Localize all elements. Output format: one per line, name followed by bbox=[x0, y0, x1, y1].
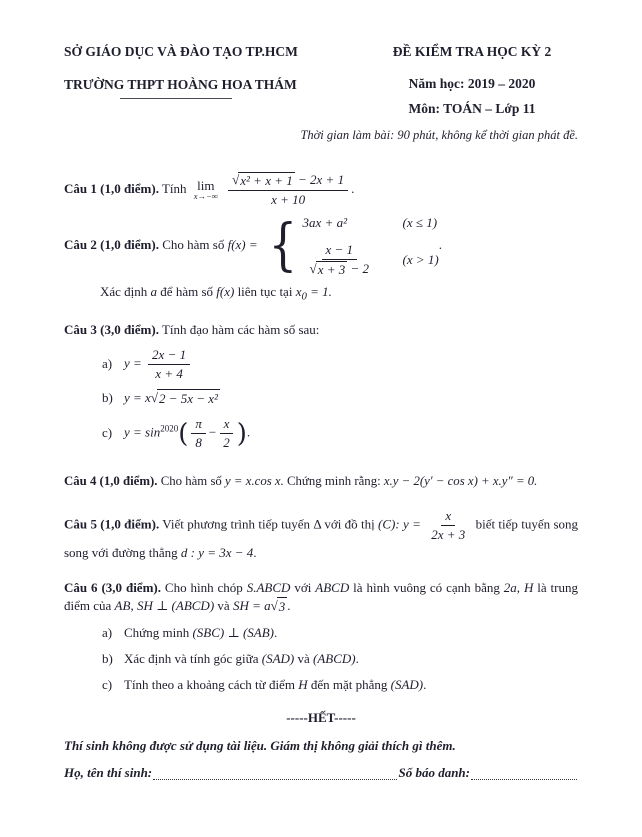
text-segment: là hình vuông có cạnh bằng bbox=[353, 579, 500, 595]
q2-fraction bbox=[306, 242, 373, 279]
q1-numerator bbox=[228, 172, 348, 191]
math-segment: (ABCD) bbox=[313, 651, 356, 667]
x-over-2 bbox=[219, 416, 234, 452]
radical bbox=[270, 597, 291, 617]
radicand: 2 − 5x − x² bbox=[157, 389, 220, 409]
text-segment: Tính theo a khoảng cách từ điểm bbox=[124, 676, 295, 692]
question-1-label: Câu 1 (1,0 điểm). bbox=[64, 181, 159, 197]
denominator: 2x + 3 bbox=[431, 527, 466, 543]
radicand: x² + x + 1 bbox=[240, 172, 293, 188]
text-segment: và bbox=[217, 598, 230, 614]
case-2-expression bbox=[303, 242, 395, 279]
radicand: x + 3 bbox=[317, 262, 346, 278]
question-2-note bbox=[100, 283, 578, 305]
right-paren: ) bbox=[236, 418, 247, 449]
case-1-expression: 3ax + a² bbox=[302, 215, 347, 231]
math-segment: H bbox=[298, 676, 308, 692]
q5-fraction bbox=[427, 508, 469, 544]
question-6-label: Câu 6 (3,0 điểm). bbox=[64, 579, 161, 595]
text-segment: và bbox=[297, 651, 310, 667]
sentence-period: . bbox=[351, 181, 355, 197]
dotted-line bbox=[153, 779, 397, 780]
question-3b bbox=[102, 389, 578, 409]
dotted-line bbox=[471, 779, 577, 780]
left-brace: { bbox=[268, 213, 297, 279]
math-segment: y = sin bbox=[124, 424, 161, 440]
math-segment: S.ABCD bbox=[246, 579, 291, 595]
question-5 bbox=[64, 508, 578, 562]
question-5-label: Câu 5 (1,0 điểm). bbox=[64, 516, 160, 532]
denominator: 2 bbox=[223, 435, 230, 451]
numerator: 2x − 1 bbox=[148, 347, 190, 365]
denominator: x + 4 bbox=[155, 366, 183, 382]
denominator-tail: − 2 bbox=[350, 261, 370, 277]
subscript: 0 bbox=[301, 290, 307, 303]
question-6c bbox=[102, 676, 578, 695]
candidate-name-label: Họ, tên thí sinh: bbox=[64, 765, 153, 781]
sentence-period: . bbox=[253, 544, 257, 560]
question-3c bbox=[102, 416, 578, 452]
q2-numerator: x − 1 bbox=[322, 242, 358, 260]
department-name: SỞ GIÁO DỤC VÀ ĐÀO TẠO TP.HCM bbox=[64, 44, 298, 59]
numerator: π bbox=[191, 416, 206, 434]
radical-sign: √ bbox=[309, 261, 317, 277]
end-marker: -----HẾT----- bbox=[286, 709, 356, 725]
question-6b bbox=[102, 650, 578, 669]
sentence-period: . bbox=[246, 424, 251, 440]
item-marker: a) bbox=[102, 355, 113, 371]
math-segment: a bbox=[150, 283, 158, 299]
item-marker: b) bbox=[102, 390, 113, 406]
question-2 bbox=[64, 214, 578, 278]
question-3 bbox=[64, 321, 578, 340]
question-3-label: Câu 3 (3,0 điểm). bbox=[64, 321, 159, 337]
sh-equals bbox=[233, 598, 291, 613]
comma: , bbox=[516, 579, 521, 595]
math-segment: x.y − 2(y′ − cos x) + x.y″ = 0. bbox=[383, 473, 538, 488]
sentence-period: . bbox=[438, 237, 442, 253]
question-4-label: Câu 4 (1,0 điểm). bbox=[64, 473, 158, 488]
left-paren: ( bbox=[178, 418, 189, 449]
math-segment: y = x bbox=[124, 390, 151, 406]
q1-denominator: x + 10 bbox=[271, 192, 306, 208]
question-1-text: Tính bbox=[161, 181, 187, 197]
instruction-note: Thí sinh không được sử dụng tài liệu. Giám thị không giải thích gì thêm. bbox=[64, 737, 456, 753]
text-segment: Viết phương trình tiếp tuyến Δ với đồ thị bbox=[162, 516, 375, 532]
numerator-tail: − 2x + 1 bbox=[298, 171, 345, 187]
radicand: 3 bbox=[277, 597, 288, 617]
piecewise-row-2 bbox=[303, 242, 439, 279]
text-segment: là trung điểm của bbox=[64, 579, 578, 614]
text-segment: Chứng minh rằng: bbox=[286, 473, 381, 488]
comma: , bbox=[130, 598, 134, 614]
school-year: Năm học: 2019 – 2020 bbox=[408, 75, 536, 91]
item-marker: a) bbox=[102, 625, 113, 641]
question-3-text: Tính đạo hàm các hàm số sau: bbox=[161, 321, 320, 337]
candidate-info-line bbox=[64, 764, 578, 783]
piecewise-row-1 bbox=[303, 214, 439, 233]
text-segment: Chứng minh bbox=[124, 625, 190, 641]
case-2-condition: (x > 1) bbox=[402, 251, 439, 267]
denominator: 8 bbox=[195, 435, 202, 451]
math-segment: d : y = 3x − 4 bbox=[180, 544, 254, 560]
radical bbox=[232, 172, 295, 189]
text-segment: Xác định bbox=[100, 283, 148, 299]
text-segment: Xác định và tính góc giữa bbox=[124, 651, 259, 667]
radical bbox=[310, 261, 348, 278]
text-segment: biết tiếp tuyến song song với đường thẳng bbox=[64, 516, 579, 560]
math-segment: (SAD) bbox=[261, 651, 295, 667]
radical bbox=[151, 389, 220, 409]
time-limit-note: Thời gian làm bài: 90 phút, không kể thời gian phát đề. bbox=[300, 127, 578, 142]
math-segment: ABCD bbox=[315, 579, 350, 595]
math-segment: SH = a bbox=[232, 598, 271, 614]
school-name: TRƯỜNG THPT HOÀNG HOA THÁM bbox=[64, 76, 297, 92]
pi-over-8 bbox=[191, 416, 206, 452]
exam-title-block bbox=[366, 42, 578, 119]
math-segment: y = bbox=[124, 355, 142, 371]
case-1-condition: (x ≤ 1) bbox=[402, 215, 438, 231]
question-2-label: Câu 2 (1,0 điểm). bbox=[64, 237, 159, 253]
radical-sign: √ bbox=[270, 598, 278, 614]
math-segment: H bbox=[523, 579, 534, 595]
question-1 bbox=[64, 172, 578, 209]
question-4 bbox=[64, 472, 578, 491]
piecewise-rows bbox=[303, 214, 439, 278]
math-segment: f(x) bbox=[216, 283, 235, 299]
text-segment: đến mặt phẳng bbox=[310, 676, 388, 692]
text-segment: để hàm số bbox=[160, 283, 214, 299]
item-marker: c) bbox=[102, 424, 113, 440]
math-segment: (C): y = bbox=[378, 516, 421, 532]
q1-fraction bbox=[228, 172, 348, 209]
lim-word: lim bbox=[197, 177, 215, 193]
numerator: x bbox=[441, 508, 455, 526]
sentence-period: . bbox=[355, 651, 359, 667]
x0-equals-1 bbox=[295, 283, 332, 303]
q2-denominator bbox=[306, 260, 373, 278]
text-segment: Cho hàm số bbox=[160, 473, 222, 488]
limit-operator bbox=[194, 179, 218, 202]
math-segment: AB bbox=[114, 598, 131, 614]
question-2-text: Cho hàm số bbox=[162, 237, 225, 253]
subject-line: Môn: TOÁN – Lớp 11 bbox=[408, 101, 536, 117]
question-6 bbox=[64, 579, 578, 618]
piecewise-function bbox=[265, 214, 439, 278]
math-segment: SH ⊥ (ABCD) bbox=[136, 598, 215, 614]
sentence-period: . bbox=[423, 676, 427, 692]
item-marker: b) bbox=[102, 651, 113, 667]
question-3a bbox=[102, 347, 578, 383]
exam-header bbox=[64, 42, 578, 119]
text-segment: liên tục tại bbox=[237, 283, 293, 299]
math-segment: (SBC) ⊥ (SAB) bbox=[192, 625, 274, 641]
function-def: f(x) = bbox=[227, 237, 258, 253]
text-segment: với bbox=[294, 579, 312, 595]
math-segment: = 1. bbox=[306, 283, 332, 299]
math-segment: (SAD) bbox=[390, 676, 424, 692]
text-segment: Cho hình chóp bbox=[164, 579, 243, 595]
math-segment: 2a bbox=[503, 579, 517, 595]
sentence-period: . bbox=[274, 625, 278, 641]
exponent: 2020 bbox=[160, 423, 179, 434]
radical-sign: √ bbox=[232, 171, 240, 187]
question-6a bbox=[102, 624, 578, 643]
lim-subscript: x→−∞ bbox=[193, 191, 218, 202]
minus-sign: − bbox=[208, 424, 217, 440]
math-segment: x bbox=[295, 283, 302, 299]
exam-title: ĐỀ KIỂM TRA HỌC KỲ 2 bbox=[392, 44, 552, 59]
numerator: x bbox=[220, 416, 234, 434]
item-marker: c) bbox=[102, 676, 113, 692]
issuer-block bbox=[64, 42, 366, 119]
school-underline bbox=[120, 98, 232, 99]
sentence-period: . bbox=[287, 598, 291, 614]
q3a-fraction bbox=[148, 347, 190, 383]
math-segment: y = x.cos x. bbox=[225, 473, 284, 488]
candidate-number-label: Số báo danh: bbox=[398, 765, 470, 781]
radical-sign: √ bbox=[150, 390, 158, 406]
